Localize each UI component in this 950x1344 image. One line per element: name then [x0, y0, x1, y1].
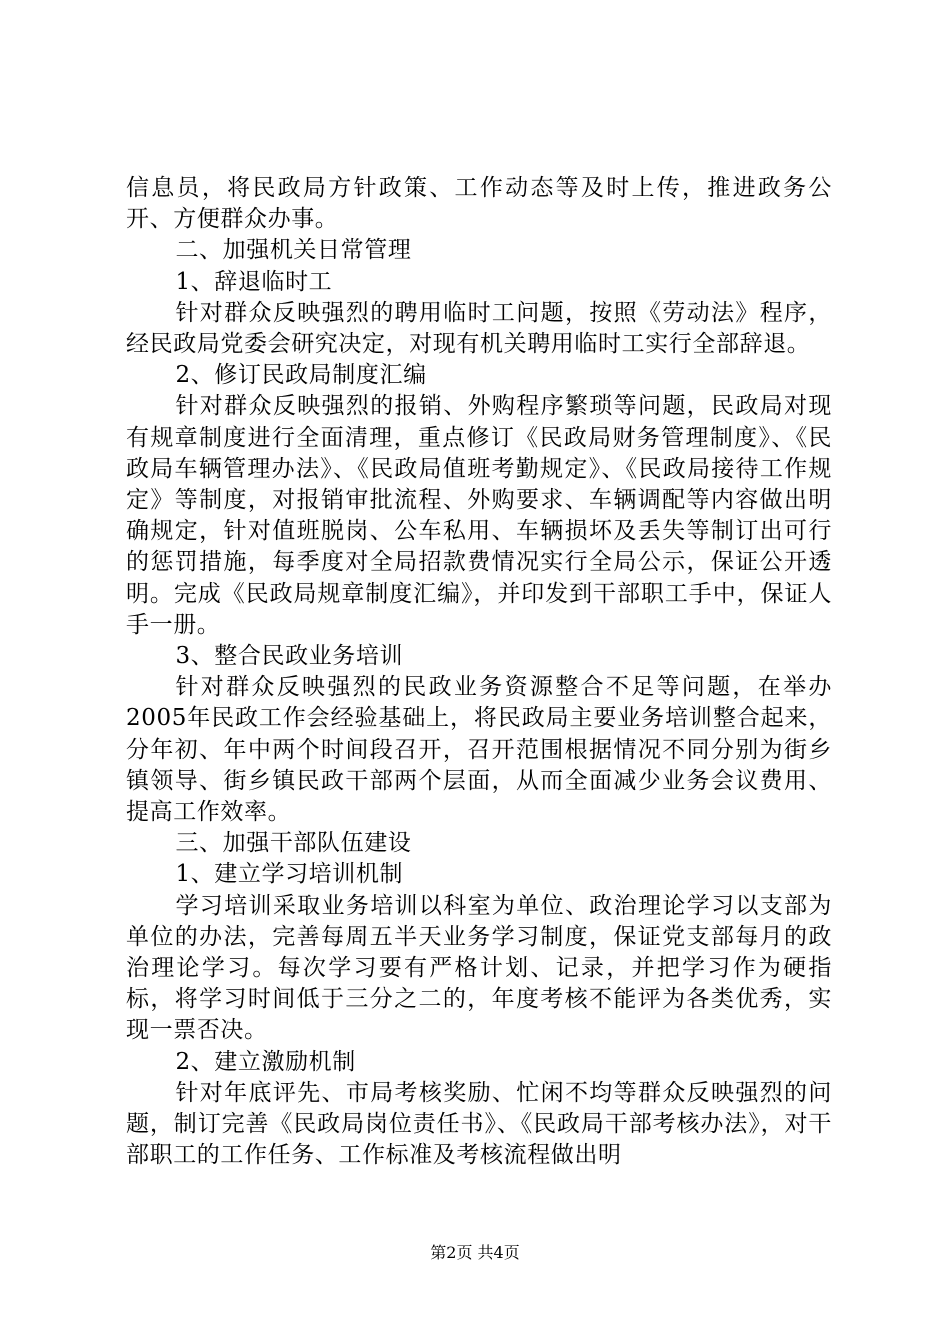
subsection-heading: 2、建立激励机制 — [175, 1048, 356, 1075]
section-heading: 三、加强干部队伍建设 — [175, 830, 412, 857]
subsection-heading: 3、整合民政业务培训 — [175, 643, 404, 670]
document-body — [126, 173, 832, 1172]
paragraph: 学习培训采取业务培训以科室为单位、政治理论学习以支部为单位的办法，完善每周五半天业务学习制度，保证党支部每月的政治理论学习。每次学习要有严格计划、记录，并把学习作为硬指标，将学习时间低于三分之二的，年度考核不能评为各类优秀，实现一票否决。 — [126, 892, 832, 1044]
paragraph-continuation: 信息员，将民政局方针政策、工作动态等及时上传，推进政务公开、方便群众办事。 — [126, 175, 832, 233]
subsection-heading: 1、辞退临时工 — [175, 268, 333, 295]
subsection-heading: 2、修订民政局制度汇编 — [175, 362, 427, 389]
paragraph: 针对年底评先、市局考核奖励、忙闲不均等群众反映强烈的问题，制订完善《民政局岗位责任书》、《民政局干部考核办法》，对干部职工的工作任务、工作标准及考核流程做出明 — [126, 1079, 832, 1169]
page-number-footer: 第2页 共4页 — [430, 1243, 520, 1262]
paragraph: 针对群众反映强烈的民政业务资源整合不足等问题，在举办2005年民政工作会经验基础上，将民政局主要业务培训整合起来，分年初、年中两个时间段召开，召开范围根据情况不同分别为街乡镇领导、街乡镇民政干部两个层面，从而全面减少业务会议费用、提高工作效率。 — [126, 674, 832, 826]
section-heading: 二、加强机关日常管理 — [175, 237, 412, 264]
paragraph: 针对群众反映强烈的聘用临时工问题，按照《劳动法》程序，经民政局党委会研究决定，对现有机关聘用临时工实行全部辞退。 — [126, 299, 832, 358]
subsection-heading: 1、建立学习培训机制 — [175, 861, 404, 888]
paragraph: 针对群众反映强烈的报销、外购程序繁琐等问题，民政局对现有规章制度进行全面清理，重点修订《民政局财务管理制度》、《民政局车辆管理办法》、《民政局值班考勤规定》、《民政局接待工作规定》等制度，对报销审批流程、外购要求、车辆调配等内容做出明确规定，针对值班脱岗、公车私用、车辆损坏及丢失等制订出可行的惩罚措施，每季度对全局招款费情况实行全局公示，保证公开透明。完成《民政局规章制度汇编》，并印发到干部职工手中，保证人手一册。 — [126, 393, 832, 638]
